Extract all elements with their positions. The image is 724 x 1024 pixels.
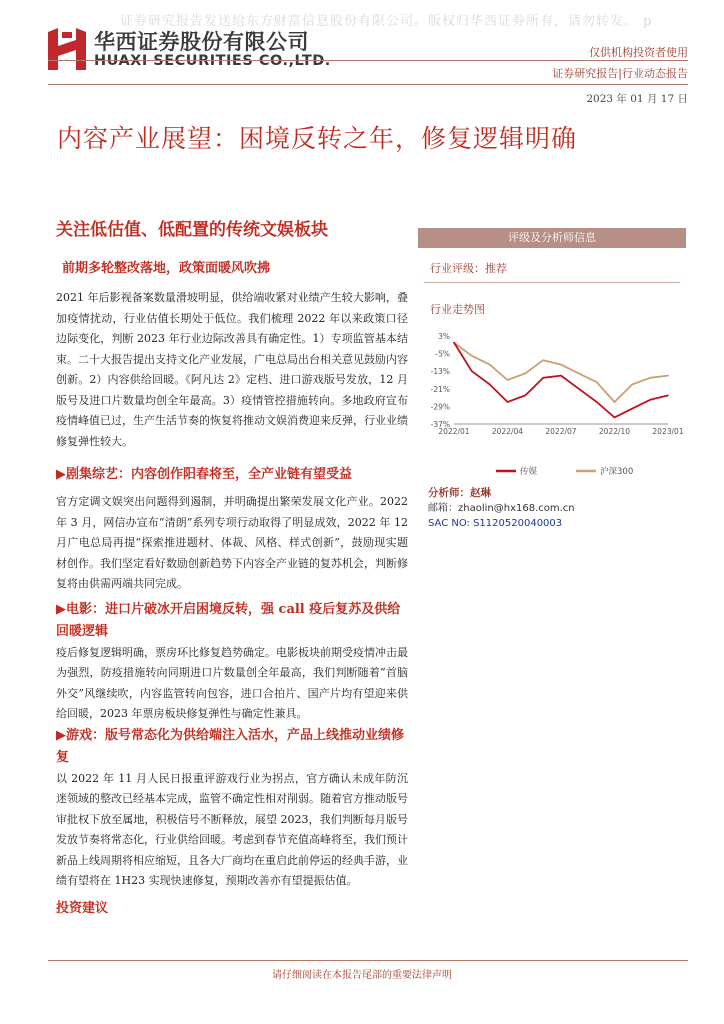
data-point-沪深300 bbox=[471, 355, 473, 357]
section-body-film: 疫后修复逻辑明确，票房环比修复趋势确定。电影板块前期受疫情冲击最为强烈，防疫措施转向同期进口片数量创全年最高，我们判断随着“首脑外交”风继续吹，内容监管转向包容，进口合拍片、国产片均有望迎来供给回暖，2023 年票房板块修复弹性与确定性兼具。 bbox=[56, 645, 408, 720]
data-point-传媒 bbox=[471, 370, 473, 372]
section-heading-investment: 投资建议 bbox=[56, 900, 109, 916]
data-point-传媒 bbox=[507, 401, 509, 403]
data-point-沪深300 bbox=[489, 364, 491, 366]
data-point-沪深300 bbox=[667, 375, 669, 377]
legend-svg bbox=[418, 464, 686, 478]
analyst-email bbox=[428, 501, 686, 516]
x-tick-label: 2022/07 bbox=[545, 427, 577, 436]
data-point-沪深300 bbox=[525, 373, 527, 375]
section-body-policy: 2021 年后影视备案数量滑坡明显，供给端收紧对业绩产生较大影响，叠加疫情扰动，行业估值长期处于低位。我们梳理 2022 年以来政策口径边际变化，判断 2023 年行业边际改善具有确定性。1）专项监管基本结束。二十大报告提出支持文化产业发展，广电总局出台相关意见鼓励内容创新。2）内容供给回暖。《阿凡达 2》定档、进口游戏版号发放，12 月版号及进口片数量均创全年最高。3）疫情管控措施转向。多地政府宣布疫情峰值已过，生产生活节奏的恢复将推动文娱消费迎来反弹，行业业绩修复弹性较大。 bbox=[56, 291, 408, 448]
data-point-传媒 bbox=[453, 342, 455, 344]
report-category: 证券研究报告|行业动态报告 bbox=[552, 67, 688, 80]
y-tick-label: -29% bbox=[430, 402, 450, 412]
section-body-games: 以 2022 年 11 月人民日报重评游戏行业为拐点，官方确认未成年防沉迷领域的整改已经基本完成，监管不确定性相对削弱。随着官方推动版号审批权下放至属地，积极信号不断释放，展望 2023，我们判断每月版号发放节奏将常态化，行业供给回暖。考虑到春节充值高峰将至，我们预计新品上线周期将相应缩短，且各大厂商均在重启此前停运的经典手游，业绩有望将在 1H23 实现快速修复，预期改善亦有望提振估值。 bbox=[56, 771, 408, 887]
trend-chart-svg bbox=[418, 328, 686, 468]
section-heading-games: ▶游戏：版号常态化为供给端注入活水，产品上线推动业绩修复 bbox=[56, 727, 404, 765]
footer-divider bbox=[48, 960, 688, 961]
report-subtitle: 关注低估值、低配置的传统文娱板块 bbox=[56, 220, 328, 240]
y-tick-label: -21% bbox=[430, 384, 450, 394]
data-point-传媒 bbox=[578, 388, 580, 390]
series-line-沪深300 bbox=[454, 343, 668, 402]
x-tick-label: 2022/01 bbox=[438, 427, 470, 436]
data-point-沪深300 bbox=[578, 373, 580, 375]
legend-label: 沪深300 bbox=[600, 467, 634, 477]
rating-panel-header: 评级及分析师信息 bbox=[418, 228, 686, 248]
trend-chart-title: 行业走势图 bbox=[430, 303, 485, 316]
data-point-沪深300 bbox=[614, 401, 616, 403]
section-heading-policy: 前期多轮整改落地，政策面暖风吹拂 bbox=[62, 261, 271, 276]
data-point-传媒 bbox=[560, 375, 562, 377]
report-title: 内容产业展望：困境反转之年，修复逻辑明确 bbox=[57, 124, 578, 153]
company-name-en: HUAXI SECURITIES CO.,LTD. bbox=[94, 53, 331, 69]
y-tick-label: -13% bbox=[430, 367, 450, 377]
data-point-传媒 bbox=[542, 377, 544, 379]
data-point-传媒 bbox=[632, 408, 634, 410]
y-tick-label: -5% bbox=[435, 349, 450, 359]
data-point-沪深300 bbox=[542, 359, 544, 361]
company-name-cn: 华西证券股份有限公司 bbox=[94, 30, 309, 54]
data-point-传媒 bbox=[614, 417, 616, 419]
x-tick-label: 2023/01 bbox=[652, 427, 684, 436]
data-point-传媒 bbox=[649, 399, 651, 401]
analyst-name: 分析师：赵琳 bbox=[428, 487, 491, 499]
analyst-sac: SAC NO: S1120520040003 bbox=[428, 518, 563, 529]
data-point-传媒 bbox=[667, 395, 669, 397]
section-heading-drama: ▶剧集综艺：内容创作阳春将至，全产业链有望受益 bbox=[56, 467, 352, 482]
x-tick-label: 2022/04 bbox=[491, 427, 524, 436]
audience-note: 仅供机构投资者使用 bbox=[589, 46, 688, 59]
email-address[interactable]: zhaolin@hx168.com.cn bbox=[458, 503, 575, 514]
legend-label: 传媒 bbox=[520, 467, 538, 477]
huaxi-logo-icon bbox=[48, 26, 86, 70]
analyst-info bbox=[428, 486, 686, 531]
data-point-沪深300 bbox=[507, 379, 509, 381]
y-tick-label: -37% bbox=[430, 420, 450, 429]
watermark: 证券研究报告发送给东方财富信息股份有限公司。版权归华西证券所有，请勿转发。 p bbox=[120, 14, 653, 29]
industry-rating: 行业评级：推荐 bbox=[430, 262, 507, 275]
data-point-传媒 bbox=[596, 401, 598, 403]
header-divider-2 bbox=[48, 84, 688, 85]
data-point-传媒 bbox=[489, 384, 491, 386]
email-label: 邮箱： bbox=[428, 503, 458, 514]
rating-divider bbox=[424, 282, 680, 283]
data-point-沪深300 bbox=[560, 364, 562, 366]
legal-disclaimer-note: 请仔细阅读在本报告尾部的重要法律声明 bbox=[272, 970, 452, 981]
data-point-沪深300 bbox=[596, 381, 598, 383]
main-column bbox=[56, 258, 408, 920]
report-date: 2023 年 01 月 17 日 bbox=[586, 93, 688, 105]
x-tick-label: 2022/10 bbox=[598, 427, 631, 436]
series-line-传媒 bbox=[454, 343, 668, 418]
rating-panel bbox=[418, 228, 686, 317]
data-point-传媒 bbox=[525, 395, 527, 397]
industry-trend-chart bbox=[418, 328, 686, 468]
section-body-drama: 官方定调文娱突出问题得到遏制，并明确提出繁荣发展文化产业。2022 年 3 月，网信办宣布“清朗”系列专项行动取得了明显成效，2022 年 12 月广电总局再提“探索推进题材、体裁、风格、样式创新”，鼓励现实题材创作。我们坚定看好数励创新趋势下内容全产业链的复苏机会，判断修复将由供需两端共同完成。 bbox=[56, 495, 408, 590]
data-point-沪深300 bbox=[632, 384, 634, 386]
data-point-沪深300 bbox=[649, 377, 651, 379]
header-divider bbox=[48, 60, 688, 61]
section-heading-film: ▶电影：进口片破冰开启困境反转，强 call 疫后复苏及供给回暖逻辑 bbox=[56, 601, 401, 639]
chart-legend bbox=[418, 464, 686, 481]
y-tick-label: 3% bbox=[438, 332, 450, 341]
